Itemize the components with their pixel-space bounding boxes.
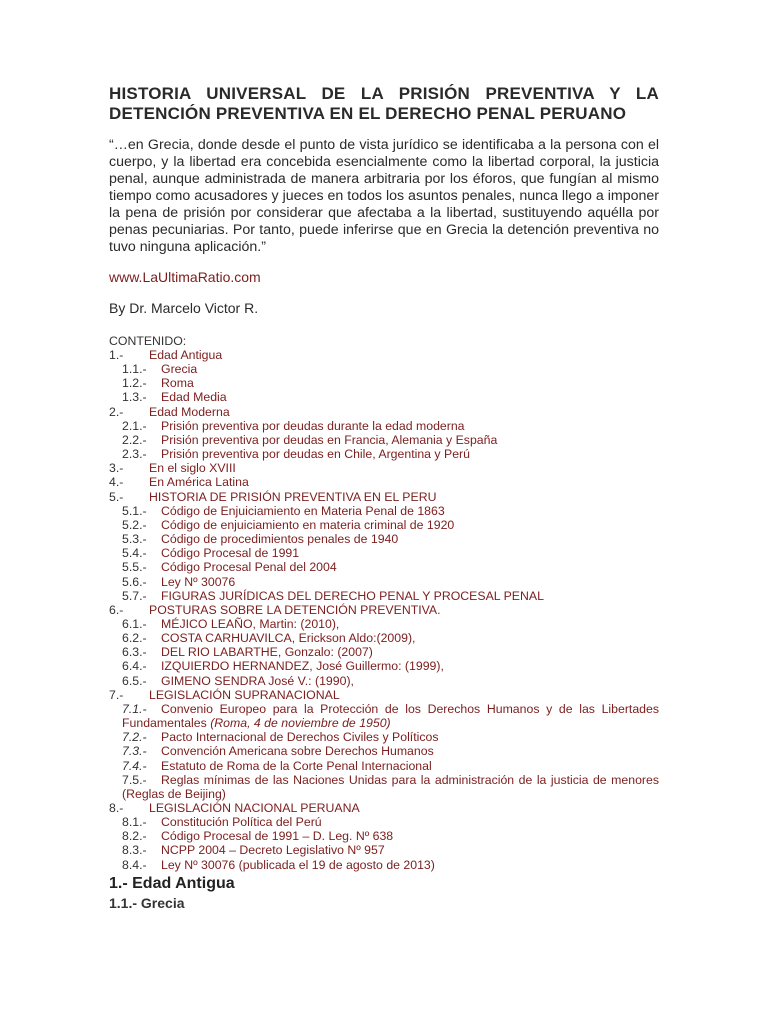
toc-item-label: Convención Americana sobre Derechos Humanos [161, 744, 434, 759]
subsection-heading: 1.1.- Grecia [109, 894, 185, 911]
toc-item-label: Edad Antigua [149, 348, 223, 362]
toc-item-number: 4.- [109, 475, 124, 490]
toc-item[interactable] [109, 858, 659, 872]
toc-item[interactable] [109, 518, 659, 532]
toc-item-label: Código Procesal de 1991 – D. Leg. Nº 638 [161, 829, 394, 844]
toc-item[interactable] [109, 390, 659, 404]
toc-item-number: 1.3.- [122, 390, 147, 405]
toc-item-number: 8.2.- [122, 829, 147, 844]
toc-item[interactable] [109, 773, 659, 801]
toc-item[interactable] [109, 575, 659, 589]
toc-item[interactable] [109, 475, 659, 489]
toc-item-label: Prisión preventiva por deudas en Chile, Argentina y Perú [161, 447, 470, 462]
toc-item[interactable] [109, 532, 659, 546]
toc-item-label: Ley Nº 30076 (publicada el 19 de agosto de 2013) [161, 857, 435, 872]
toc-item[interactable] [109, 560, 659, 574]
toc-item[interactable] [109, 759, 659, 773]
toc-item-label: Código de procedimientos penales de 1940 [161, 532, 399, 547]
toc-item-number: 5.2.- [122, 517, 147, 532]
toc-item[interactable] [109, 829, 659, 843]
toc-item-label: Prisión preventiva por deudas durante la edad moderna [161, 418, 465, 433]
toc-item-number: 6.3.- [122, 645, 147, 660]
toc-item-label: MÉJICO LEAÑO, Martin: (2010), [161, 616, 340, 631]
toc-item-label: LEGISLACIÓN SUPRANACIONAL [149, 687, 340, 702]
toc-item-number: 8.3.- [122, 843, 147, 858]
toc-item-number: 8.4.- [122, 857, 147, 872]
toc-item-label: En América Latina [149, 475, 249, 490]
toc-item-number: 5.6.- [122, 574, 147, 589]
toc-item[interactable] [109, 659, 659, 673]
toc-item-label: Convenio Europeo para la Protección de los Derechos Humanos y de las Libertades Fundamentales [122, 701, 659, 731]
toc-item-label: POSTURAS SOBRE LA DETENCIÓN PREVENTIVA. [149, 602, 441, 617]
toc-item[interactable] [109, 447, 659, 461]
toc-item[interactable] [109, 688, 659, 702]
toc-item-label: FIGURAS JURÍDICAS DEL DERECHO PENAL Y PROCESAL PENAL [161, 588, 544, 603]
toc-item-label: Grecia [161, 362, 198, 377]
toc-item-label: Código Procesal Penal del 2004 [161, 560, 337, 575]
toc-item-label: NCPP 2004 – Decreto Legislativo Nº 957 [161, 843, 385, 858]
toc-item-label: HISTORIA DE PRISIÓN PREVENTIVA EN EL PERU [149, 489, 437, 504]
toc-item-number: 5.3.- [122, 532, 147, 547]
toc-item[interactable] [109, 744, 659, 758]
toc-item[interactable] [109, 461, 659, 475]
toc-item[interactable] [109, 546, 659, 560]
toc-item[interactable] [109, 362, 659, 376]
epigraph-quote: “…en Grecia, donde desde el punto de vista jurídico se identificaba a la persona con el cuerpo, y la libertad era concebida esencialmente como la libertad corporal, la justicia penal, aunque administrada de manera arbitraria por los éforos, que fungían al mismo tiempo como acusadores y jueces en todos los asuntos penales, nunca llego a imponer la pena de prisión por considerar que afectaba a la libertad, sustituyendo aquélla por penas pecuniarias. Por tanto, puede inferirse que en Grecia la detención preventiva no tuvo ninguna aplicación.” [109, 137, 659, 255]
toc-item-number: 6.4.- [122, 659, 147, 674]
toc-item-number: 1.2.- [122, 376, 147, 391]
table-of-contents [109, 348, 659, 872]
toc-item-label: Código de enjuiciamiento en materia criminal de 1920 [161, 517, 455, 532]
toc-item-label: DEL RIO LABARTHE, Gonzalo: (2007) [161, 645, 373, 660]
toc-item[interactable] [109, 589, 659, 603]
toc-item-number: 2.3.- [122, 447, 147, 462]
toc-item-number: 7.1.- [122, 701, 147, 716]
toc-item-label: IZQUIERDO HERNANDEZ, José Guillermo: (1999), [161, 659, 444, 674]
toc-item-label: Estatuto de Roma de la Corte Penal Internacional [161, 758, 432, 773]
toc-item-number: 6.2.- [122, 631, 147, 646]
toc-item[interactable] [109, 702, 659, 730]
toc-item-number: 3.- [109, 461, 124, 476]
toc-item[interactable] [109, 801, 659, 815]
toc-item-label: Constitución Política del Perú [161, 815, 322, 830]
toc-item-number: 5.- [109, 489, 124, 504]
toc-item-number: 8.- [109, 801, 124, 815]
document-title: HISTORIA UNIVERSAL DE LA PRISIÓN PREVENTIVA Y LA DETENCIÓN PREVENTIVA EN EL DERECHO PENAL PERUANO [109, 84, 659, 123]
toc-item-label: Roma [161, 376, 194, 391]
toc-item-number: 6.- [109, 602, 124, 617]
toc-item-note: (Roma, 4 de noviembre de 1950) [210, 716, 391, 731]
toc-item-label: LEGISLACIÓN NACIONAL PERUANA [149, 801, 360, 815]
toc-item-number: 7.4.- [122, 758, 147, 773]
toc-item-label: COSTA CARHUAVILCA, Erickson Aldo:(2009), [161, 631, 416, 646]
toc-item-label: Código Procesal de 1991 [161, 546, 300, 561]
toc-item[interactable] [109, 815, 659, 829]
toc-item-number: 5.7.- [122, 588, 147, 603]
toc-item-label: Edad Media [161, 390, 227, 405]
toc-item-label: Edad Moderna [149, 404, 230, 419]
website-link[interactable]: www.LaUltimaRatio.com [109, 269, 261, 285]
toc-item[interactable] [109, 405, 659, 419]
toc-item-number: 2.2.- [122, 432, 147, 447]
toc-item[interactable] [109, 645, 659, 659]
toc-item[interactable] [109, 603, 659, 617]
toc-item[interactable] [109, 617, 659, 631]
toc-item[interactable] [109, 348, 659, 362]
toc-item-label: En el siglo XVIII [149, 461, 236, 476]
toc-item-number: 7.2.- [122, 730, 147, 745]
toc-item-label: Prisión preventiva por deudas en Francia, Alemania y España [161, 432, 498, 447]
toc-item[interactable] [109, 490, 659, 504]
toc-item[interactable] [109, 843, 659, 857]
document-content [109, 84, 659, 912]
toc-item-number: 7.5.- [122, 772, 147, 787]
toc-item-label: Código de Enjuiciamiento en Materia Penal de 1863 [161, 503, 445, 518]
toc-item-number: 6.1.- [122, 616, 147, 631]
toc-item-label: Reglas mínimas de las Naciones Unidas para la administración de la justicia de menores (Reglas de Beijing) [122, 772, 659, 801]
toc-item-label: Pacto Internacional de Derechos Civiles y Políticos [161, 730, 439, 745]
toc-item-number: 2.- [109, 404, 124, 419]
toc-item-number: 6.5.- [122, 673, 147, 688]
toc-item-number: 5.1.- [122, 503, 147, 518]
toc-item-number: 5.4.- [122, 546, 147, 561]
toc-item-number: 2.1.- [122, 418, 147, 433]
section-heading: 1.- Edad Antigua [109, 874, 235, 892]
toc-item[interactable] [109, 376, 659, 390]
toc-item-label: Ley Nº 30076 [161, 574, 236, 589]
toc-item-number: 1.- [109, 348, 124, 362]
toc-item[interactable] [109, 674, 659, 688]
toc-item[interactable] [109, 730, 659, 744]
toc-item[interactable] [109, 419, 659, 433]
toc-item[interactable] [109, 631, 659, 645]
toc-item-number: 1.1.- [122, 362, 147, 377]
toc-item[interactable] [109, 433, 659, 447]
toc-item-number: 5.5.- [122, 560, 147, 575]
toc-item-number: 7.- [109, 687, 124, 702]
toc-item[interactable] [109, 504, 659, 518]
author-line: By Dr. Marcelo Victor R. [109, 300, 259, 316]
toc-item-number: 7.3.- [122, 744, 147, 759]
toc-item-number: 8.1.- [122, 815, 147, 830]
toc-heading: CONTENIDO: [109, 334, 187, 348]
toc-item-label: GIMENO SENDRA José V.: (1990), [161, 673, 354, 688]
